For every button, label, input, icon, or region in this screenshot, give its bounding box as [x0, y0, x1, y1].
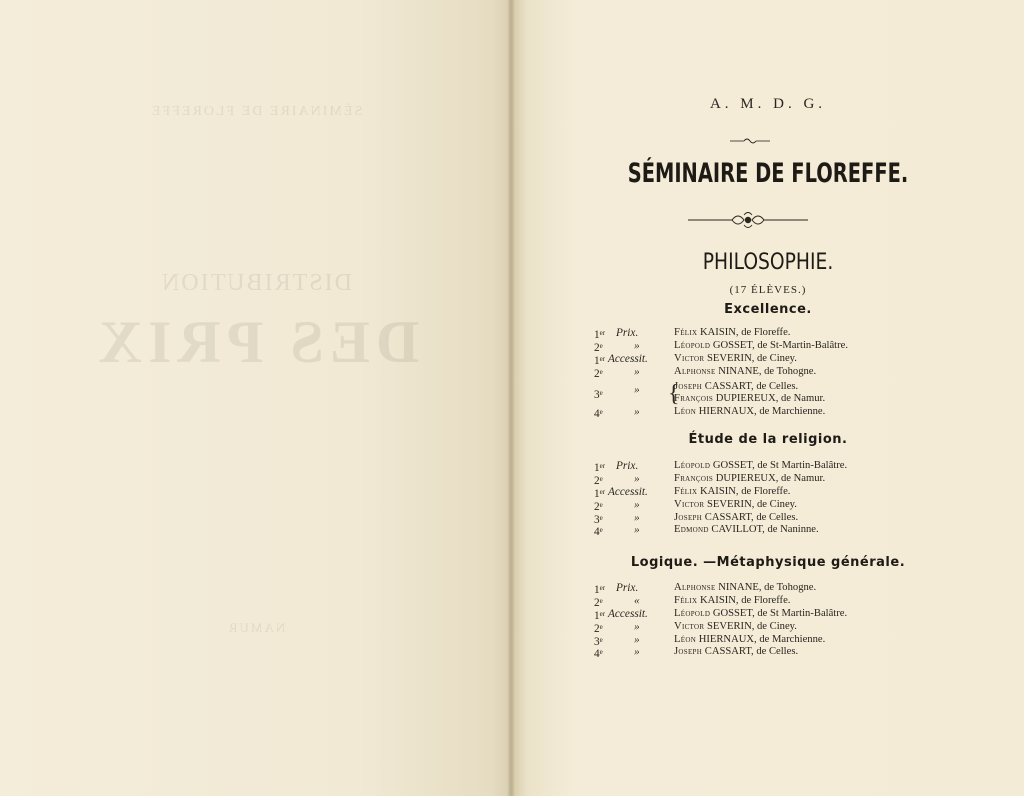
flourish-ornament-icon [688, 208, 808, 232]
category-heading-religion: Étude de la religion. [688, 432, 848, 447]
student-name: Félix KAISIN, de Floreffe. [674, 327, 791, 338]
rank: 2e [594, 341, 603, 354]
award: Prix. [616, 327, 639, 339]
rank: 3e [594, 635, 603, 648]
rank: 2e [594, 367, 603, 380]
ghost-line-4: NAMUR [226, 620, 286, 635]
student-name: Félix KAISIN, de Floreffe. [674, 485, 791, 497]
award: » [634, 511, 640, 524]
student-name: Alphonse NINANE, de Tohogne. [674, 365, 817, 377]
student-name: François DUPIEREUX, de Namur. [674, 393, 826, 405]
rank: 4e [594, 526, 603, 539]
award: « [634, 594, 640, 607]
student-name: Léopold GOSSET, de St-Martin-Balâtre. [674, 339, 848, 351]
rank: 1er [594, 462, 606, 474]
category-heading-logique: Logique. —Métaphysique générale. [630, 555, 906, 570]
student-name: Léon HIERNAUX, de Marchienne. [674, 633, 826, 645]
category-heading-excellence: Excellence. [724, 302, 812, 317]
rank: 4e [594, 648, 603, 661]
award: » [634, 383, 640, 396]
student-name: Victor SEVERIN, de Ciney. [674, 352, 797, 364]
student-name: Léopold GOSSET, de St Martin-Balâtre. [674, 607, 848, 619]
section-title: PHILOSOPHIE. [702, 250, 834, 275]
award: » [634, 524, 640, 537]
rank: 2e [594, 474, 603, 487]
page-title: SÉMINAIRE DE FLOREFFE. [627, 158, 909, 189]
amdg-motto: A. M. D. G. [709, 96, 827, 112]
award: » [634, 406, 640, 419]
award: » [634, 633, 640, 646]
ghost-line-2: DISTRIBUTION [160, 270, 352, 296]
rank: 3e [594, 513, 603, 526]
list-item [594, 366, 954, 379]
student-name: Joseph CASSART, de Celles. [674, 511, 799, 523]
list-item [594, 621, 954, 634]
student-name: Léon HIERNAUX, de Marchienne. [674, 406, 826, 418]
award: Accessit. [608, 607, 648, 620]
rank: 1er [594, 329, 606, 341]
award: Accessit. [608, 485, 648, 498]
list-item [594, 595, 954, 608]
list-item [594, 393, 954, 406]
award: » [634, 498, 640, 511]
award: » [634, 339, 640, 352]
list-item [594, 512, 954, 525]
rank: 4e [594, 408, 603, 421]
list-item [594, 406, 954, 419]
list-item [594, 608, 954, 621]
list-item [594, 634, 954, 647]
list-item [594, 473, 954, 486]
student-count: (17 ÉLÈVES.) [729, 284, 807, 296]
rank: 1er [594, 584, 606, 596]
rank: 3e [594, 388, 603, 401]
brace-icon: { [668, 380, 680, 407]
student-name: Victor SEVERIN, de Ciney. [674, 620, 797, 632]
rank: 2e [594, 596, 603, 609]
award: Prix. [616, 582, 639, 594]
rank: 1er [594, 487, 606, 500]
small-ornament-icon [728, 136, 772, 146]
student-name: Léopold GOSSET, de St Martin-Balâtre. [674, 460, 848, 471]
rank: 2e [594, 622, 603, 635]
award: Prix. [616, 460, 639, 472]
ghost-line-3: DES PRIX [92, 309, 420, 375]
list-item [594, 646, 954, 659]
student-name: Joseph CASSART, de Celles. [674, 646, 799, 658]
student-name: Joseph CASSART, de Celles. [674, 380, 799, 392]
list-item [594, 486, 954, 499]
prize-list-logique [594, 582, 954, 659]
award: » [634, 620, 640, 633]
right-page-content [512, 0, 1024, 796]
list-item [594, 499, 954, 512]
rank: 1er [594, 354, 606, 367]
list-item [594, 340, 954, 353]
award: » [634, 365, 640, 378]
list-item [594, 524, 954, 537]
award: » [634, 472, 640, 485]
list-item [594, 582, 954, 595]
student-name: Victor SEVERIN, de Ciney. [674, 498, 797, 510]
student-name: Alphonse NINANE, de Tohogne. [674, 582, 817, 593]
rank: 1er [594, 609, 606, 622]
list-item [594, 460, 954, 473]
prize-list-excellence [594, 327, 954, 419]
student-name: Félix KAISIN, de Floreffe. [674, 594, 791, 606]
rank: 2e [594, 500, 603, 513]
student-name: Edmond CAVILLOT, de Naninne. [674, 524, 819, 536]
ghost-line-1: SÉMINAIRE DE FLOREFFE [149, 104, 363, 119]
list-item [594, 353, 954, 366]
prize-list-religion [594, 460, 954, 537]
list-item [594, 327, 954, 340]
student-name: François DUPIEREUX, de Namur. [674, 472, 826, 484]
award: » [634, 646, 640, 659]
award: Accessit. [608, 352, 648, 365]
